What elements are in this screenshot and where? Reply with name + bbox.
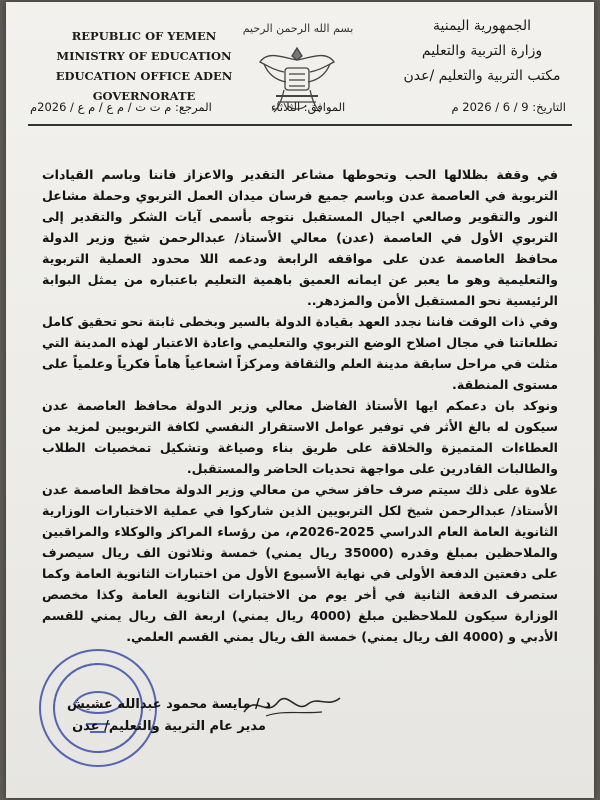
arabic-header-line: مكتب التربية والتعليم /عدن <box>403 68 561 84</box>
reference-number: المرجع: م ت ت / م ع / م ع / 2026م <box>30 100 212 114</box>
header-divider <box>28 124 572 126</box>
english-header-line: REPUBLIC OF YEMEN <box>71 29 217 43</box>
english-header-line: GOVERNORATE <box>92 89 196 103</box>
english-header-line: EDUCATION OFFICE ADEN <box>55 69 233 83</box>
signatory-title: مدير عام التربية والتعليم/ عدن <box>72 719 266 734</box>
letter-page <box>6 2 594 798</box>
basmala-text: بسم الله الرحمن الرحيم <box>242 22 354 35</box>
letter-body <box>42 164 558 647</box>
signature-block <box>54 694 284 738</box>
english-letterhead <box>44 26 244 106</box>
letter-date: التاريخ: 9 / 6 / 2026 م <box>451 100 566 114</box>
arabic-header-line: الجمهورية اليمنية <box>432 18 531 34</box>
arabic-header-line: وزارة التربية والتعليم <box>421 43 543 59</box>
body-paragraph: في وقفة بظلالها الحب وتحوطها مشاعر التقدير والاعزاز فاننا وباسم القيادات التربوية في العاصمة عدن وباسم جميع فرسان ميدان العمل التربوي وحملة مشاعل النور والتقوير وصالعي اجيال المستقبل نتوجه بأسمى آيات الشكر والتقدير إلى التربوي الأول في العاصمة (عدن) معالي الأستاذ/ عبدالرحمن شيخ وزير الدولة محافظ العاصمة عدن على مواقفه الرابعة ودعمه اللا محدود العملية التربوية والتعليمية وهو ما يعبر عن ايمانه العميق باهمية التعليم باعتباره من يمثل البوابة الرئيسية نحو المستقبل الأمن والمزدهر.. <box>42 167 558 308</box>
corresponding-day: الموافق: الثلاثاء <box>271 100 346 114</box>
arabic-letterhead <box>392 14 572 89</box>
body-paragraph: علاوة على ذلك سيتم صرف حافز سخي من معالي وزير الدولة محافظ العاصمة عدن الأستاذ/ عبدالرحمن شيخ لكل التربويين الذين شاركوا في عملية الاختبارات الوزارية الثانوية العامة العام الدراسي 2025-2026م، من رؤساء المراكز والوكلاء والمراقبين والملاحظين بمبلغ وقدره (35000 ريال يمني) خمسة وثلاثون الف ريال سيصرف على دفعتين الدفعة الأولى في نهاية الأسبوع الأول من اختبارات الثانوية العامة وكما ستصرف الدفعة الثانية في أخر يوم من الاختبارات الثانوية العامة وكذا مخصص الوزارة سيكون للملاحظين مبلغ (4000 ريال يمني) اربعة الف ريال يمني للقسم الأدبي و (4000 الف ريال يمني) خمسة الف ريال يمني القسم العلمي. <box>42 482 558 644</box>
english-header-line: MINISTRY OF EDUCATION <box>56 49 232 63</box>
body-paragraph: وفي ذات الوقت فاننا نجدد العهد بقيادة الدولة بالسير وبخطى ثابتة نحو تحقيق كامل تطلعاتنا في مجال اصلاح الوضع التربوي والتعليمي واعادة الاعتبار لهذه المدينة التي مثلت في مراحل سابقة مدينة العلم والثقافة ومركزاً اشعاعياً هاماً فكرياً وعلمياً على مستوى المنطقة. <box>42 314 558 392</box>
body-paragraph: ونوكد بان دعمكم ايها الأستاذ الفاضل معالي وزير الدولة محافظ العاصمة عدن سيكون له بالغ الأثر في توفير عوامل الاستقرار النفسي لكافة التربويين لمزيد من العطاءات المتميزة والخلاقة على طريق بناء وصياغة وتشكيل تمخصيات الطلاب والطالبات القادرين على مواجهة تحديات الحاضر والمستقبل. <box>42 398 558 476</box>
signatory-name: د / مايسة محمود عبدالله عشيش <box>67 697 271 712</box>
